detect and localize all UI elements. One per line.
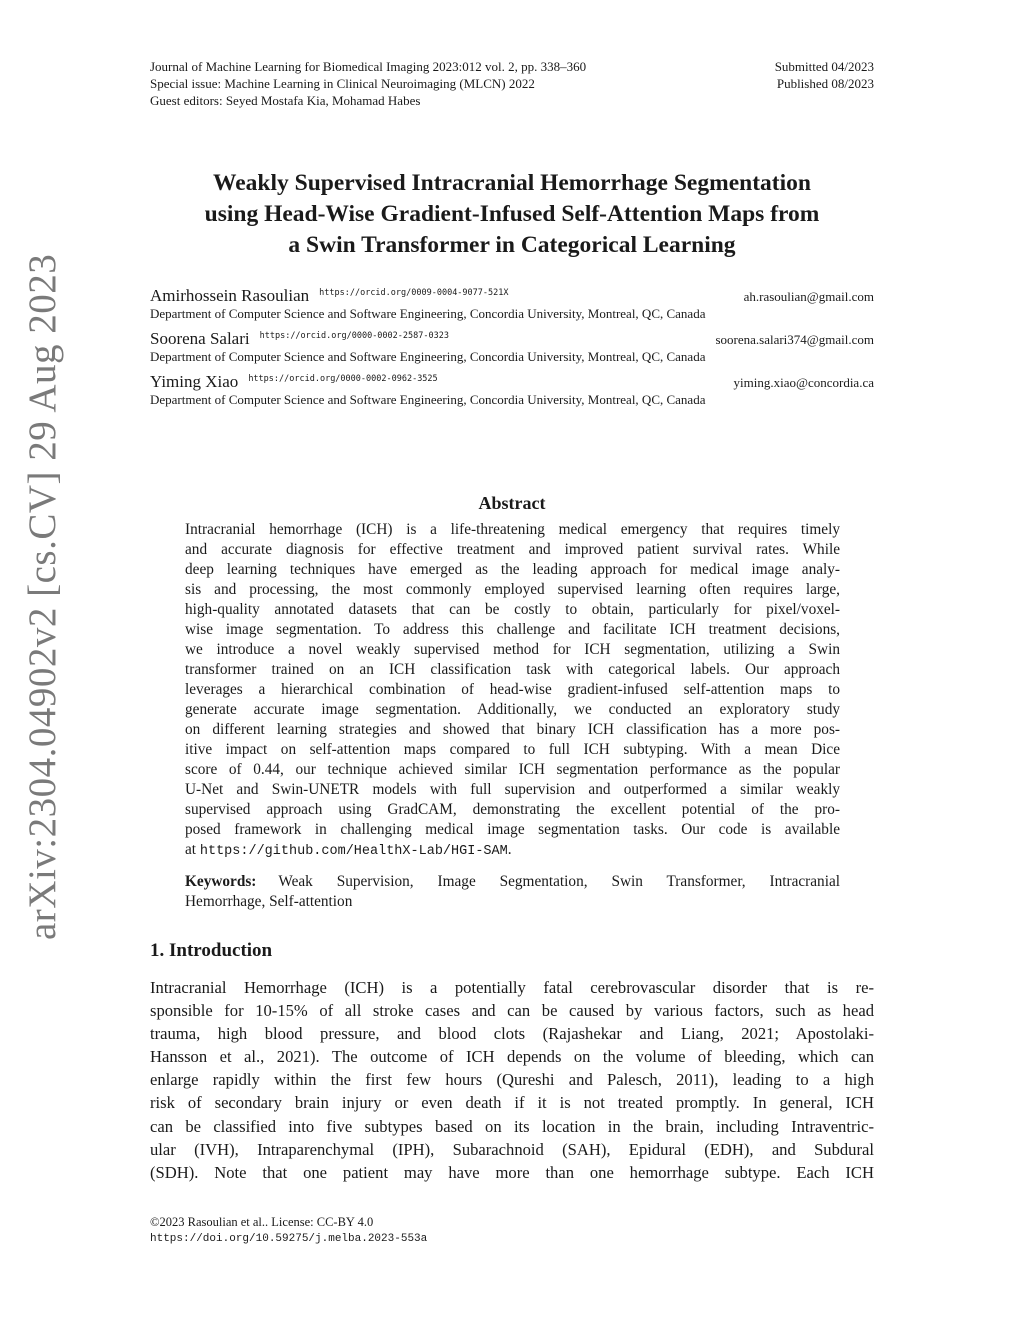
author-affiliation: Department of Computer Science and Software Engineering, Concordia University, Montreal, QC, Canada [150,392,706,407]
intro-line: trauma, high blood pressure, and blood clots (Rajashekar and Liang, 2021; Apostolaki- [150,1024,874,1044]
abstract-line: deep learning techniques have emerged as the leading approach for medical image analy- [185,561,840,578]
author-list [150,286,874,415]
title-line: a Swin Transformer in Categorical Learning [288,232,736,258]
abstract-line: generate accurate image segmentation. Additionally, we conducted an exploratory study [185,701,840,718]
introduction-body [150,976,874,1184]
abstract-line: supervised approach using GradCAM, demonstrating the excellent potential of the pro- [185,801,840,818]
paper-title [130,168,894,261]
submitted-date: Submitted 04/2023 [774,59,874,74]
author-email[interactable]: soorena.salari374@gmail.com [715,332,874,347]
keywords-line [185,872,840,892]
keywords-text: Weak Supervision, Image Segmentation, Swin Transformer, Intracranial [278,873,840,890]
keywords-label: Keywords: [185,873,257,890]
author-block [150,286,874,322]
abstract-line: sis and processing, the most commonly employed supervised learning often requires large, [185,581,840,598]
abstract-last-line [185,840,840,860]
author-block [150,329,874,365]
author-email[interactable]: ah.rasoulian@gmail.com [743,289,874,304]
orcid-link[interactable]: https://orcid.org/0000-0002-2587-0323 [259,331,449,341]
abstract-line: U-Net and Swin-UNETR models with full supervision and outperformed a similar weakly [185,781,840,798]
abstract-line: Intracranial hemorrhage (ICH) is a life-threatening medical emergency that requires timely [185,521,840,538]
abstract-line: and accurate diagnosis for effective treatment and improved patient survival rates. While [185,541,840,558]
intro-line: risk of secondary brain injury or even death if it is not treated promptly. In general, ICH [150,1093,874,1113]
keywords-line: Hemorrhage, Self-attention [185,893,353,910]
special-issue: Special issue: Machine Learning in Clinical Neuroimaging (MLCN) 2022 [150,76,535,91]
intro-line: (SDH). Note that one patient may have more than one hemorrhage subtype. Each ICH [150,1162,874,1182]
section-heading-introduction: 1. Introduction [150,940,273,961]
abstract-line: posed framework in challenging medical image segmentation tasks. Our code is available [185,821,840,838]
intro-line: ular (IVH), Intraparenchymal (IPH), Subarachnoid (SAH), Epidural (EDH), and Subdural [150,1139,874,1159]
published-date: Published 08/2023 [776,76,874,91]
intro-line: Hansson et al., 2021). The outcome of ICH depends on the volume of bleeding, which can [150,1047,874,1067]
author-name: Soorena Salari [150,329,250,348]
abstract-line: wise image segmentation. To address this challenge and facilitate ICH treatment decisions, [185,621,840,638]
abstract-line: on different learning strategies and showed that binary ICH classification has a more pos- [185,721,840,738]
abstract-line-suffix: . [507,841,512,858]
keywords-block [185,872,840,912]
journal-header [150,58,874,109]
abstract-line: itive impact on self-attention maps compared to full ICH subtyping. With a mean Dice [185,741,840,758]
author-block [150,372,874,408]
intro-line: can be classified into five subtypes based on its location in the brain, including Intraventric- [150,1116,874,1136]
code-url-link[interactable]: https://github.com/HealthX-Lab/HGI-SAM [199,844,508,859]
author-affiliation: Department of Computer Science and Software Engineering, Concordia University, Montreal, QC, Canada [150,349,706,364]
abstract-line: we introduce a novel weakly supervised method for ICH segmentation, utilizing a Swin [185,641,840,658]
orcid-link[interactable]: https://orcid.org/0009-0004-9077-521X [319,288,509,298]
abstract-line: leverages a hierarchical combination of head-wise gradient-infused self-attention maps to [185,681,840,698]
abstract-heading: Abstract [478,493,546,513]
author-email[interactable]: yiming.xiao@concordia.ca [733,375,874,390]
title-line: using Head-Wise Gradient-Infused Self-Attention Maps from [204,201,820,227]
arxiv-side-stamp: arXiv:2304.04902v2 [cs.CV] 29 Aug 2023 [21,253,64,940]
journal-info: Journal of Machine Learning for Biomedical Imaging 2023:012 vol. 2, pp. 338–360 [150,59,587,74]
abstract-line: transformer trained on an ICH classification task with categorical labels. Our approach [185,661,840,678]
abstract-line: high-quality annotated datasets that can be costly to obtain, particularly for pixel/voxel- [185,601,840,618]
guest-editors: Guest editors: Seyed Mostafa Kia, Mohamad Habes [150,93,421,108]
author-name: Yiming Xiao [150,372,239,391]
abstract-line-prefix: at [185,841,200,858]
license-text: ©2023 Rasoulian et al.. License: CC-BY 4.0 [150,1215,374,1229]
orcid-link[interactable]: https://orcid.org/0000-0002-0962-3525 [248,374,438,384]
intro-line: sponsible for 10-15% of all stroke cases and can be caused by various factors, such as head [150,1001,874,1021]
title-line: Weakly Supervised Intracranial Hemorrhage Segmentation [213,170,811,196]
author-affiliation: Department of Computer Science and Software Engineering, Concordia University, Montreal, QC, Canada [150,306,706,321]
doi-link[interactable]: https://doi.org/10.59275/j.melba.2023-553a [150,1233,428,1245]
intro-line: enlarge rapidly within the first few hours (Qureshi and Palesch, 2011), leading to a high [150,1070,874,1090]
page-footer [150,1214,427,1248]
abstract-body [185,520,840,860]
author-name: Amirhossein Rasoulian [150,286,310,305]
intro-line: Intracranial Hemorrhage (ICH) is a potentially fatal cerebrovascular disorder that is re- [150,978,874,997]
abstract-line: score of 0.44, our technique achieved similar ICH segmentation performance as the popular [185,761,840,778]
